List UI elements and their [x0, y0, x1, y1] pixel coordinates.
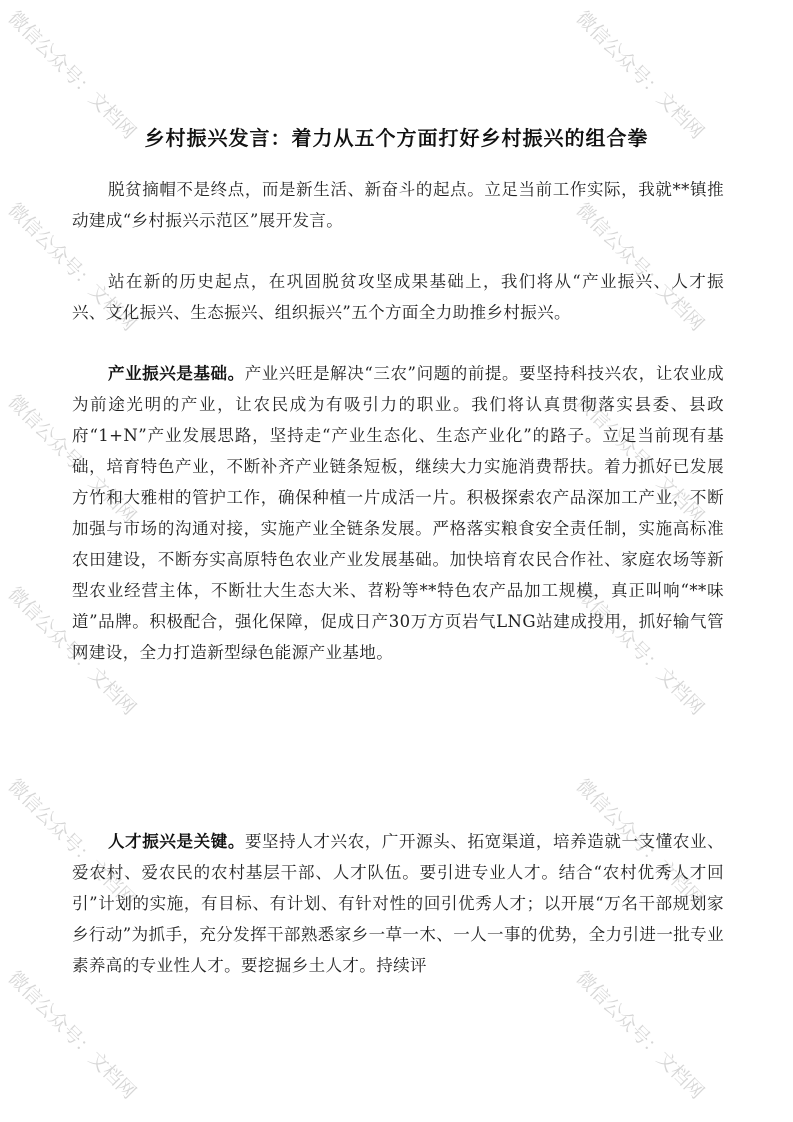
watermark: 微信公众号：文档网: [571, 390, 709, 528]
document-title: 乡村振兴发言：着力从五个方面打好乡村振兴的组合拳: [144, 126, 649, 150]
watermark: 微信公众号：文档网: [3, 6, 141, 144]
paragraph-text: 站在新的历史起点，在巩固脱贫攻坚成果基础上，我们将从“产业振兴、人才振兴、文化振兴、生态振兴、组织振兴”五个方面全力助推乡村振兴。: [72, 272, 724, 322]
watermark: 微信公众号：文档网: [3, 390, 141, 528]
watermark: 微信公众号：文档网: [571, 582, 709, 720]
watermark: 微信公众号：文档网: [3, 966, 141, 1104]
watermark: 微信公众号：文档网: [3, 198, 141, 336]
watermark: 微信公众号：文档网: [571, 966, 709, 1104]
watermark: 微信公众号：文档网: [571, 198, 709, 336]
paragraph-talent: [72, 826, 724, 981]
paragraph-text: 要坚持人才兴农，广开源头、拓宽渠道，培养造就一支懂农业、爱农村、爱农民的农村基层干部、人才队伍。要引进专业人才。结合“农村优秀人才回引”计划的实施，有目标、有计划、有针对性的回引优秀人才；以开展“万名干部规划家乡行动”为抓手，充分发挥干部熟悉家乡一草一木、一人一事的优势，全力引进一批专业素养高的专业性人才。要挖掘乡土人才。持续评: [72, 832, 724, 975]
paragraph-text: 产业兴旺是解决“三农”问题的前提。要坚持科技兴农，让农业成为前途光明的产业，让农民成为有吸引力的职业。我们将认真贯彻落实县委、县政府“1+N”产业发展思路，坚持走“产业生态化、生态产业化”的路子。立足当前现有基础，培育特色产业，不断补齐产业链条短板，继续大力实施消费帮扶。着力抓好已发展方竹和大雅柑的管护工作，确保种植一片成活一片。积极探索农产品深加工产业，不断加强与市场的沟通对接，实施产业全链条发展。严格落实粮食安全责任制，实施高标准农田建设，不断夯实高原特色农业产业发展基础。加快培育农民合作社、家庭农场等新型农业经营主体，不断壮大生态大米、苕粉等**特色农产品加工规模，真正叫响“**味道”品牌。积极配合，强化保障，促成日产30万方页岩气LNG站建成投用，抓好输气管网建设，全力打造新型绿色能源产业基地。: [72, 364, 724, 662]
watermark: 微信公众号：文档网: [571, 774, 709, 912]
paragraph-lead-industry: 产业振兴是基础。: [108, 364, 245, 383]
watermark: 微信公众号：文档网: [3, 582, 141, 720]
paragraph-lead-talent: 人才振兴是关键。: [108, 832, 245, 851]
watermark: 微信公众号：文档网: [571, 6, 709, 144]
paragraph-overview: [72, 266, 724, 328]
watermark: 微信公众号：文档网: [3, 774, 141, 912]
paragraph-text: 脱贫摘帽不是终点，而是新生活、新奋斗的起点。立足当前工作实际，我就**镇推动建成“乡村振兴示范区”展开发言。: [72, 180, 724, 230]
paragraph-intro: [72, 174, 724, 236]
paragraph-industry: [72, 358, 724, 668]
